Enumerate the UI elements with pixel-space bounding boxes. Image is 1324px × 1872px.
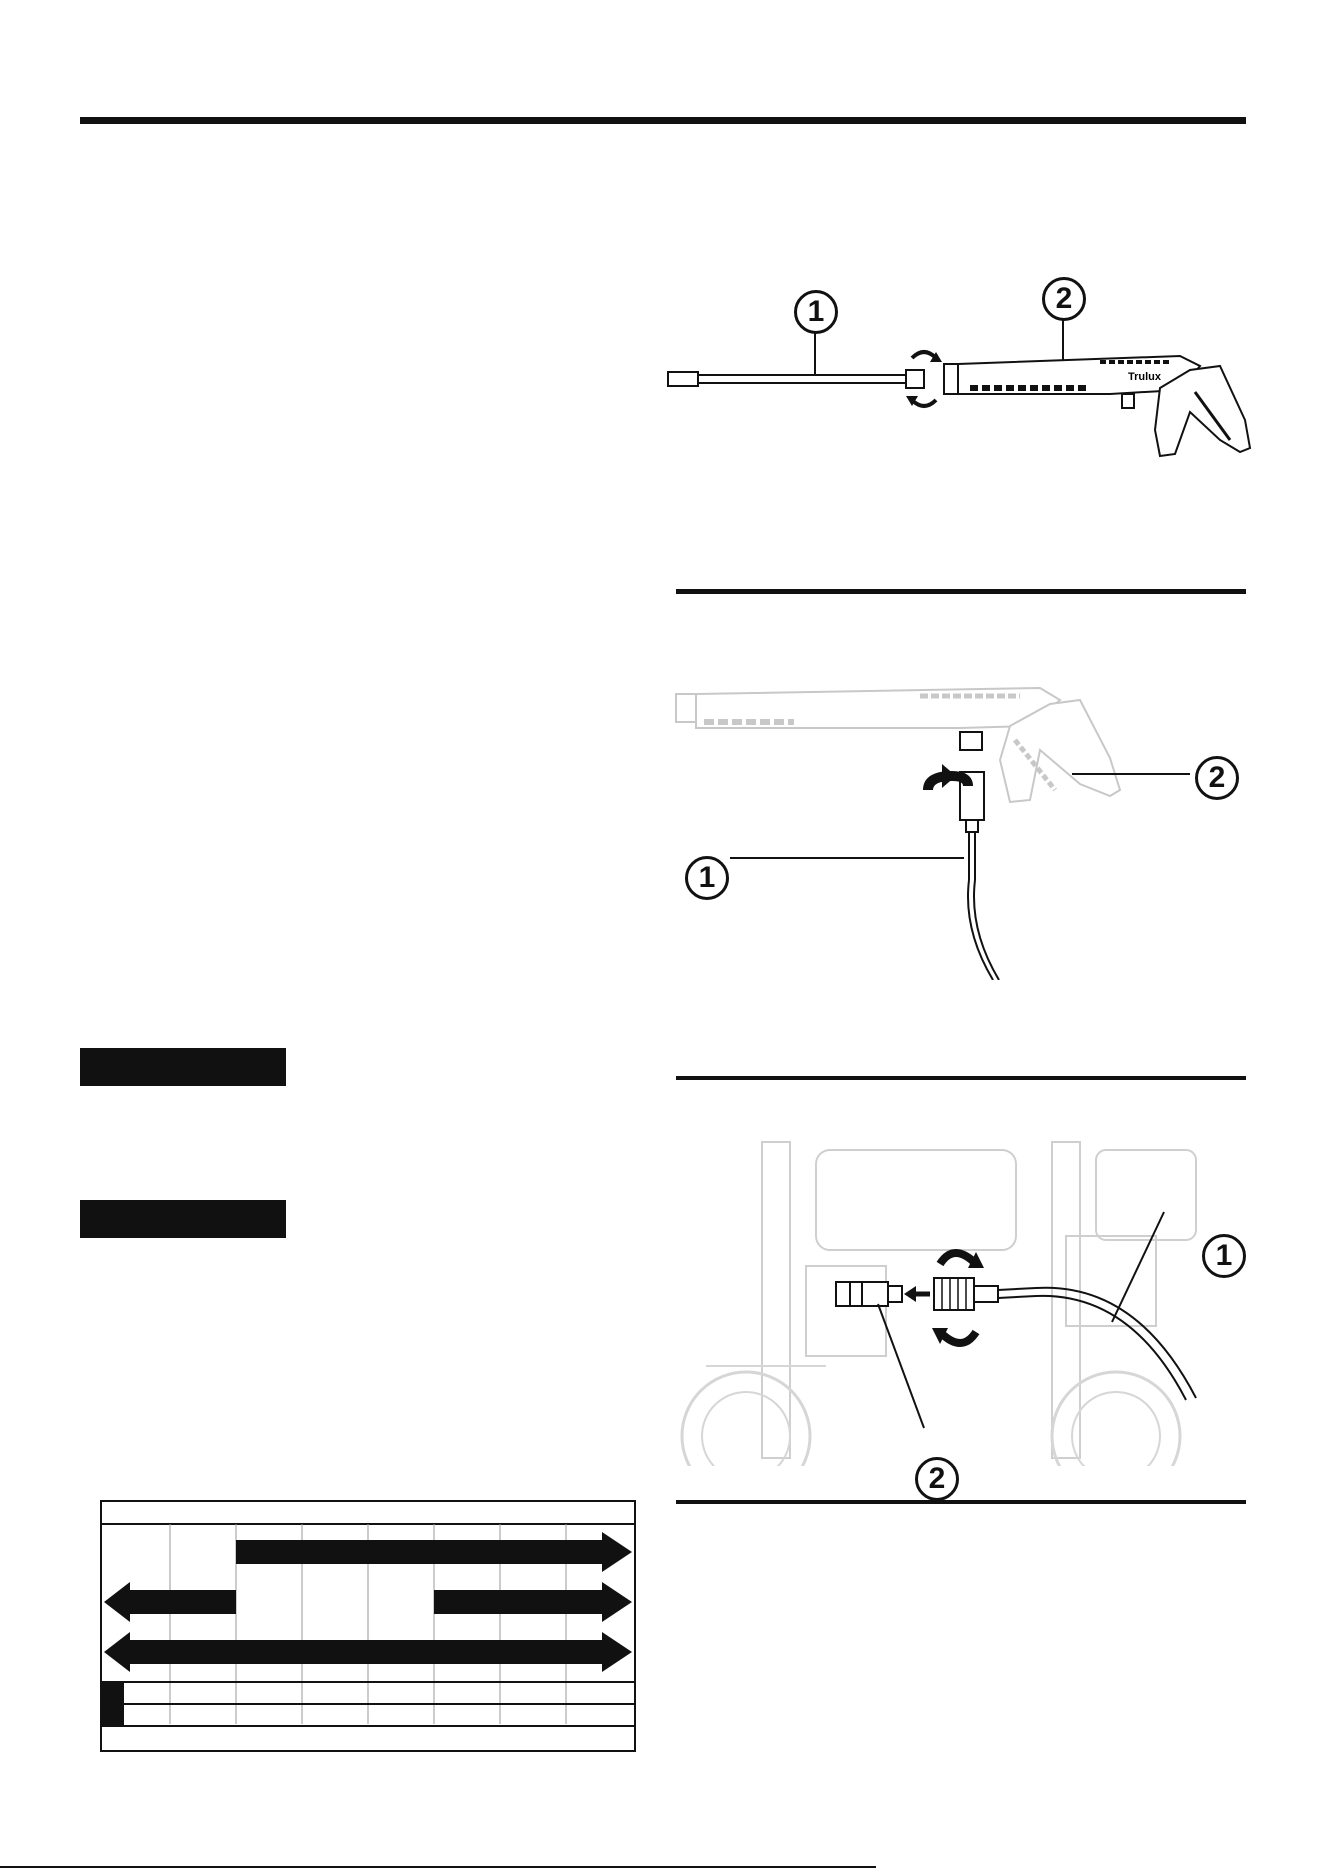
figure-wand-gun <box>660 280 1260 480</box>
notice-label <box>80 1200 286 1238</box>
section-rule-3 <box>676 1076 1246 1080</box>
figure-hose-to-pump <box>676 1136 1246 1466</box>
top-rule <box>80 117 1246 124</box>
operating-range-chart <box>100 1500 636 1752</box>
callout-high-pressure-hose: 1 <box>1202 1234 1246 1278</box>
callout-hose: 1 <box>685 856 729 900</box>
callout-gun: 2 <box>1042 277 1086 321</box>
footer-rule <box>0 1866 876 1868</box>
callout-wand: 1 <box>794 290 838 334</box>
figure-hose-to-gun <box>660 680 1260 980</box>
wand-gun-drawing <box>660 280 1260 480</box>
section-rule-2 <box>676 589 1246 594</box>
section-rule-4 <box>676 1500 1246 1504</box>
range-chart-drawing <box>102 1502 634 1750</box>
hose-gun-drawing <box>660 680 1260 980</box>
pump-drawing <box>676 1136 1246 1466</box>
callout-trigger: 2 <box>1195 756 1239 800</box>
callout-pump-outlet: 2 <box>915 1457 959 1501</box>
brand-mark: Trulux <box>1128 371 1162 383</box>
warning-label <box>80 1048 286 1086</box>
